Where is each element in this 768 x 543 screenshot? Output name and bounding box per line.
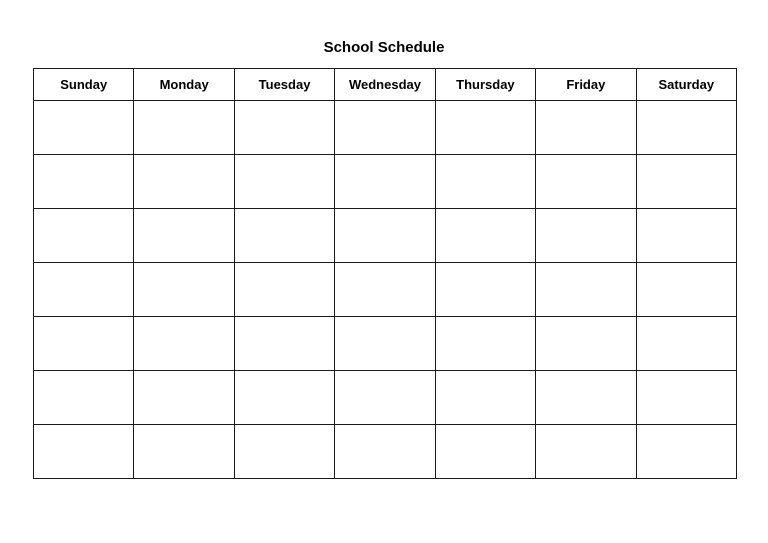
schedule-cell[interactable] [34,317,134,371]
schedule-cell[interactable] [234,425,334,479]
schedule-cell[interactable] [34,425,134,479]
day-header-sunday: Sunday [34,69,134,101]
schedule-cell[interactable] [134,155,234,209]
table-row [34,155,737,209]
schedule-cell[interactable] [536,263,636,317]
schedule-cell[interactable] [34,209,134,263]
schedule-cell[interactable] [335,371,435,425]
day-header-monday: Monday [134,69,234,101]
page-title: School Schedule [323,39,445,56]
schedule-cell[interactable] [134,317,234,371]
schedule-table [33,68,737,479]
schedule-cell[interactable] [536,317,636,371]
day-header-thursday: Thursday [435,69,535,101]
schedule-cell[interactable] [335,317,435,371]
schedule-cell[interactable] [435,317,535,371]
schedule-cell[interactable] [636,101,736,155]
schedule-cell[interactable] [234,101,334,155]
schedule-cell[interactable] [234,155,334,209]
schedule-cell[interactable] [636,425,736,479]
day-header-tuesday: Tuesday [234,69,334,101]
schedule-cell[interactable] [536,155,636,209]
schedule-cell[interactable] [435,371,535,425]
schedule-cell[interactable] [34,101,134,155]
table-row [34,209,737,263]
schedule-cell[interactable] [335,209,435,263]
table-row [34,101,737,155]
schedule-cell[interactable] [134,209,234,263]
schedule-cell[interactable] [435,209,535,263]
schedule-cell[interactable] [636,155,736,209]
table-row [34,263,737,317]
schedule-cell[interactable] [34,263,134,317]
table-row [34,317,737,371]
schedule-cell[interactable] [335,425,435,479]
schedule-cell[interactable] [234,317,334,371]
schedule-cell[interactable] [435,101,535,155]
table-row [34,425,737,479]
schedule-cell[interactable] [134,101,234,155]
schedule-cell[interactable] [134,371,234,425]
day-header-saturday: Saturday [636,69,736,101]
schedule-cell[interactable] [435,425,535,479]
schedule-cell[interactable] [636,209,736,263]
schedule-cell[interactable] [34,371,134,425]
schedule-cell[interactable] [234,263,334,317]
schedule-cell[interactable] [636,317,736,371]
schedule-cell[interactable] [134,263,234,317]
header-row [34,69,737,101]
schedule-cell[interactable] [536,425,636,479]
schedule-cell[interactable] [536,371,636,425]
schedule-cell[interactable] [335,101,435,155]
schedule-cell[interactable] [636,371,736,425]
schedule-cell[interactable] [234,371,334,425]
schedule-cell[interactable] [335,263,435,317]
schedule-cell[interactable] [435,155,535,209]
day-header-friday: Friday [536,69,636,101]
schedule-cell[interactable] [134,425,234,479]
schedule-cell[interactable] [536,101,636,155]
schedule-cell[interactable] [34,155,134,209]
table-row [34,371,737,425]
schedule-cell[interactable] [335,155,435,209]
schedule-cell[interactable] [636,263,736,317]
schedule-cell[interactable] [435,263,535,317]
schedule-cell[interactable] [536,209,636,263]
schedule-cell[interactable] [234,209,334,263]
day-header-wednesday: Wednesday [335,69,435,101]
